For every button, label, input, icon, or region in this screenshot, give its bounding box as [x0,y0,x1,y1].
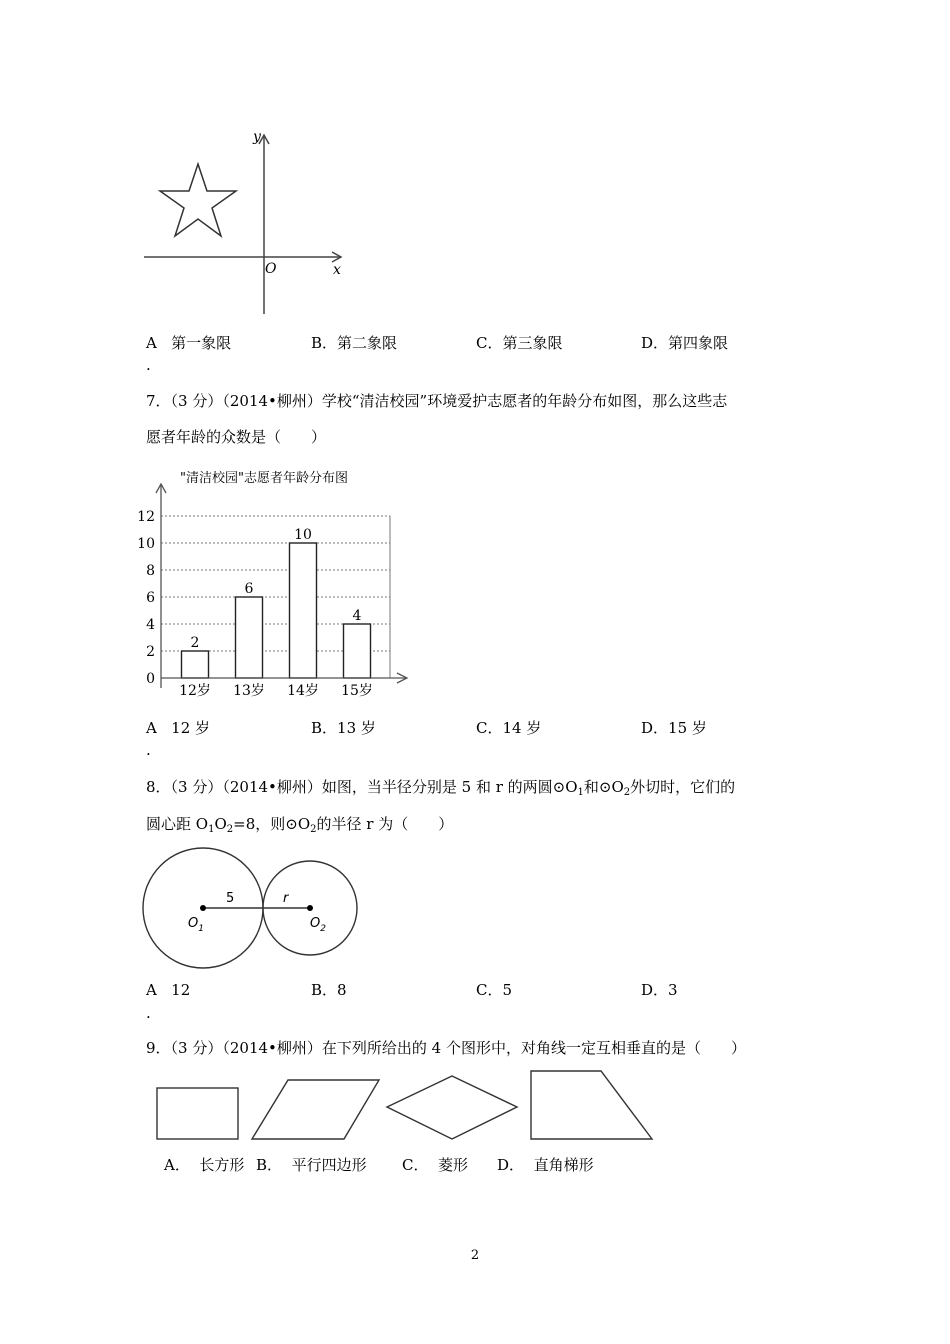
y-tick-label: 12 [137,509,155,525]
bar [182,651,209,678]
q8-circles-figure [140,846,365,972]
q6-option-b[interactable]: B．第二象限 [311,334,398,352]
q8-option-c[interactable]: C．5 [476,981,513,999]
center-o2-dot [307,905,313,911]
o1-label: $O_1$ [188,916,204,934]
origin-label: O [265,261,277,277]
star-shape [160,164,236,236]
bar [236,597,263,678]
q9-shapes-figure [150,1066,660,1146]
x-category-label: 15岁 [341,683,373,699]
x-category-label: 13岁 [233,683,265,699]
q9-caption-a[interactable]: A． 长方形 [164,1156,245,1174]
bar-value-label: 2 [190,635,200,651]
q8-option-a[interactable]: A 12 [146,981,191,999]
radius-r-label: r [283,891,289,906]
bar [344,624,371,678]
y-tick-label: 0 [146,671,155,687]
q7-stem-line2: 愿者年龄的众数是（ ） [146,428,327,446]
q7-option-d[interactable]: D．15 岁 [641,719,707,737]
center-o1-dot [200,905,206,911]
q6-option-d[interactable]: D．第四象限 [641,334,729,352]
x-category-label: 12岁 [179,683,211,699]
rectangle-shape [157,1088,238,1139]
q9-stem-line1: 9．（3 分）（2014•柳州）在下列所给出的 4 个图形中，对角线一定互相垂直的是（ ） [146,1039,746,1057]
page-number: 2 [470,1248,480,1263]
chart-title: "清洁校园"志愿者年龄分布图 [180,471,348,486]
q8-option-d[interactable]: D．3 [641,981,678,999]
bar-value-label: 6 [244,581,254,597]
bar-value-label: 4 [352,608,362,624]
o2-label: $O_2$ [310,916,326,934]
q7-stem-line1: 7．（3 分）（2014•柳州）学校“清洁校园”环境爱护志愿者的年龄分布如图，那么这些志 [146,392,728,410]
right-trapezoid-shape [531,1071,652,1139]
q9-caption-b[interactable]: B． 平行四边形 [256,1156,367,1174]
q8-option-b[interactable]: B．8 [311,981,347,999]
y-tick-label: 10 [137,536,155,552]
q7-option-c[interactable]: C．14 岁 [476,719,542,737]
y-tick-label: 8 [146,563,155,579]
q6-option-c[interactable]: C．第三象限 [476,334,563,352]
x-axis-label: x [333,262,341,278]
q6-coordinate-figure [140,126,360,318]
q9-caption-d[interactable]: D． 直角梯形 [497,1156,594,1174]
q7-bar-chart [137,462,420,702]
y-tick-label: 4 [146,617,155,633]
q8-stem-line2: 圆心距 $O_1O_2=8$，则$⊙O_2$的半径 r 为（ ） [146,815,454,835]
bar [290,543,317,678]
parallelogram-shape [252,1080,379,1139]
radius-5-label: 5 [226,891,235,906]
q7-trail-dot: . [146,741,151,759]
q8-trail-dot: . [146,1004,151,1022]
q7-option-b[interactable]: B．13 岁 [311,719,376,737]
x-category-label: 14岁 [287,683,319,699]
rhombus-shape [387,1076,517,1139]
q6-trail-dot: . [146,356,151,374]
y-axis-label: y [253,129,261,145]
q9-caption-c[interactable]: C． 菱形 [402,1156,469,1174]
y-tick-label: 2 [146,644,155,660]
bar-value-label: 10 [294,527,312,543]
q7-option-a[interactable]: A 12 岁 [146,719,211,737]
y-tick-label: 6 [146,590,155,606]
q6-option-a[interactable]: A 第一象限 [146,334,232,352]
q8-stem-line1: 8．（3 分）（2014•柳州）如图，当半径分别是 5 和 r 的两圆$⊙O_1$和$⊙O_2$外切时，它们的 [146,778,736,798]
